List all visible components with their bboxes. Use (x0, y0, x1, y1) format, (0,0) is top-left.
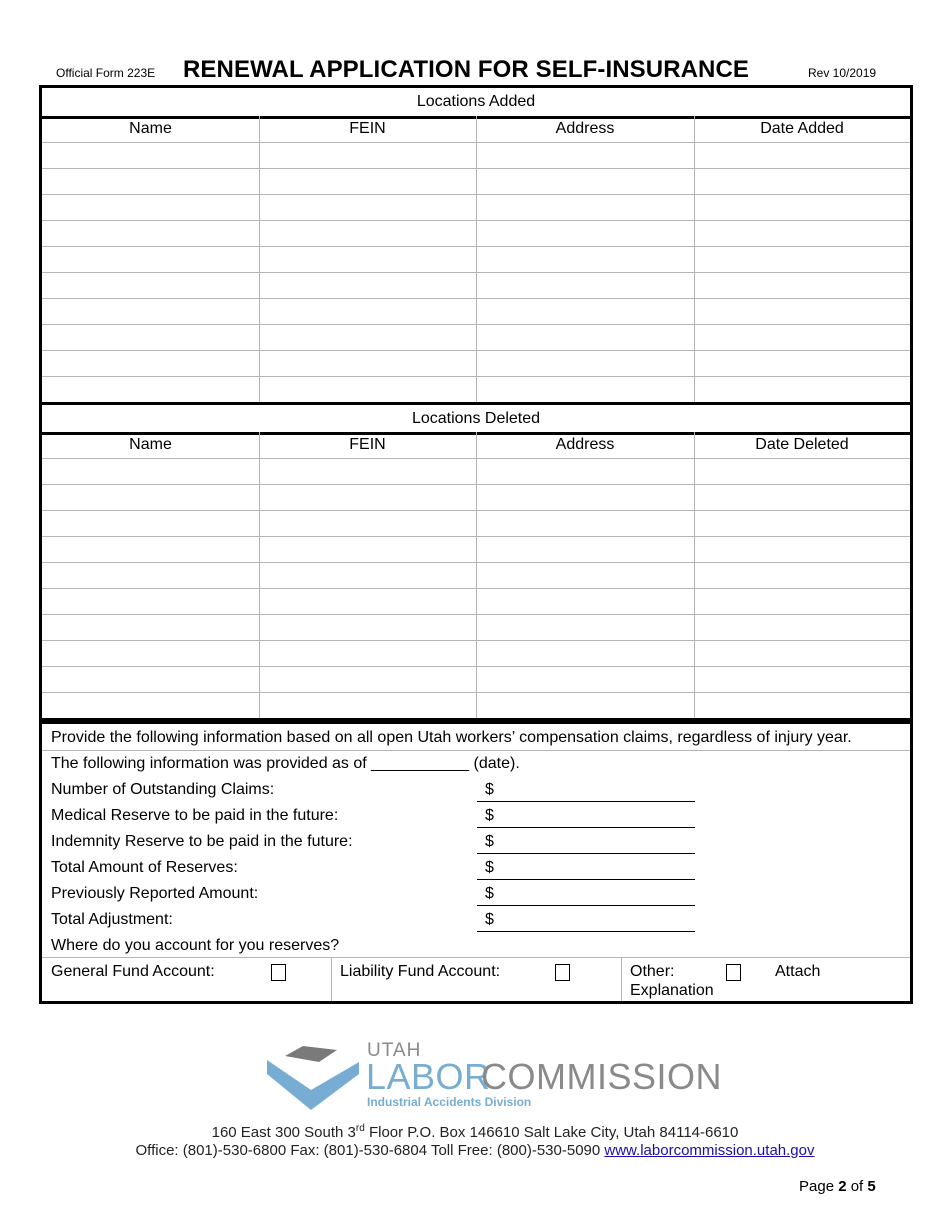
form-frame (39, 85, 913, 1004)
table-cell-input[interactable] (694, 377, 910, 403)
table-cell-input[interactable] (476, 485, 694, 511)
dollar-sign: $ (485, 859, 494, 876)
table-cell-input[interactable] (42, 325, 259, 351)
table-row (42, 641, 910, 667)
other-explanation-label: Explanation (630, 982, 714, 999)
table-row (42, 325, 910, 351)
form-header (0, 56, 950, 84)
table-row (42, 143, 910, 169)
claims-instructions: Provide the following information based on all open Utah workers’ compensation claims, regardless of injury year. (51, 729, 852, 746)
table-cell-input[interactable] (476, 615, 694, 641)
table-cell-input[interactable] (259, 273, 476, 299)
claims-field-input[interactable] (500, 907, 695, 931)
table-cell-input[interactable] (259, 377, 476, 403)
table-cell-input[interactable] (42, 143, 259, 169)
other-checkbox[interactable] (726, 964, 741, 981)
as-of-date-line (51, 751, 520, 777)
claims-field-input[interactable] (500, 881, 695, 905)
table-row (42, 693, 910, 719)
as-of-prefix: The following information was provided as of (51, 755, 367, 772)
table-cell-input[interactable] (42, 247, 259, 273)
table-cell-input[interactable] (476, 377, 694, 403)
table-row (42, 273, 910, 299)
locations-deleted-col-header: Date Deleted (755, 436, 849, 453)
table-cell-input[interactable] (476, 667, 694, 693)
claims-field-input[interactable] (500, 803, 695, 827)
form-title: RENEWAL APPLICATION FOR SELF-INSURANCE (183, 56, 750, 83)
table-cell-input[interactable] (42, 485, 259, 511)
table-cell-input[interactable] (42, 693, 259, 719)
claims-field-label: Total Adjustment: (51, 911, 173, 928)
table-cell-input[interactable] (476, 537, 694, 563)
general-fund-label: General Fund Account: (51, 963, 215, 980)
table-cell-input[interactable] (42, 221, 259, 247)
liability-fund-label: Liability Fund Account: (340, 963, 501, 980)
table-row (42, 247, 910, 273)
table-cell-input[interactable] (476, 169, 694, 195)
table-cell-input[interactable] (476, 299, 694, 325)
table-cell-input[interactable] (694, 299, 910, 325)
table-cell-input[interactable] (694, 511, 910, 537)
table-cell-input[interactable] (259, 615, 476, 641)
locations-added-col-header: FEIN (349, 120, 386, 137)
website-link[interactable]: www.laborcommission.utah.gov (604, 1142, 815, 1159)
table-cell-input[interactable] (259, 221, 476, 247)
dollar-sign: $ (485, 833, 494, 850)
locations-added-col-header: Name (129, 120, 172, 137)
table-cell-input[interactable] (42, 511, 259, 537)
table-cell-input[interactable] (694, 221, 910, 247)
table-row (42, 459, 910, 485)
table-row (42, 589, 910, 615)
table-cell-input[interactable] (259, 563, 476, 589)
table-cell-input[interactable] (42, 615, 259, 641)
table-row (42, 377, 910, 403)
logo-utah: UTAH (367, 1040, 422, 1061)
table-cell-input[interactable] (259, 693, 476, 719)
table-cell-input[interactable] (42, 667, 259, 693)
table-cell-input[interactable] (259, 195, 476, 221)
table-cell-input[interactable] (476, 459, 694, 485)
table-cell-input[interactable] (259, 589, 476, 615)
table-cell-input[interactable] (42, 299, 259, 325)
table-cell-input[interactable] (476, 273, 694, 299)
table-cell-input[interactable] (476, 143, 694, 169)
table-cell-input[interactable] (259, 485, 476, 511)
table-cell-input[interactable] (694, 273, 910, 299)
table-cell-input[interactable] (259, 459, 476, 485)
table-cell-input[interactable] (694, 589, 910, 615)
table-cell-input[interactable] (42, 537, 259, 563)
form-revision: Rev 10/2019 (808, 66, 877, 80)
table-row (42, 667, 910, 693)
table-cell-input[interactable] (476, 511, 694, 537)
locations-deleted-title: Locations Deleted (411, 410, 541, 427)
table-cell-input[interactable] (476, 247, 694, 273)
table-row (42, 195, 910, 221)
table-row (42, 537, 910, 563)
form-number: Official Form 223E (56, 66, 156, 80)
table-cell-input[interactable] (259, 511, 476, 537)
as-of-suffix: (date). (473, 755, 520, 772)
dollar-sign: $ (485, 807, 494, 824)
table-cell-input[interactable] (694, 169, 910, 195)
claims-field-label: Number of Outstanding Claims: (51, 781, 275, 798)
table-cell-input[interactable] (694, 537, 910, 563)
table-cell-input[interactable] (476, 195, 694, 221)
table-cell-input[interactable] (42, 589, 259, 615)
footer-contact: Office: (801)-530-6800 Fax: (801)-530-6804 Toll Free: (800)-530-5090 www.laborcommission.utah.gov (135, 1142, 815, 1159)
table-cell-input[interactable] (259, 143, 476, 169)
claims-field-input[interactable] (500, 855, 695, 879)
table-cell-input[interactable] (259, 247, 476, 273)
locations-added-col-header: Date Added (760, 120, 844, 137)
general-fund-checkbox[interactable] (271, 964, 286, 981)
table-row (42, 169, 910, 195)
table-cell-input[interactable] (259, 537, 476, 563)
other-label: Other: (630, 963, 675, 980)
table-cell-input[interactable] (694, 325, 910, 351)
table-cell-input[interactable] (42, 377, 259, 403)
table-cell-input[interactable] (476, 589, 694, 615)
reserve-question: Where do you account for you reserves? (51, 937, 340, 954)
logo-commission: COMMISSION (481, 1056, 723, 1097)
table-cell-input[interactable] (42, 459, 259, 485)
logo-mark-icon (267, 1046, 359, 1118)
table-cell-input[interactable] (694, 667, 910, 693)
table-row (42, 615, 910, 641)
table-cell-input[interactable] (476, 563, 694, 589)
table-cell-input[interactable] (476, 221, 694, 247)
table-cell-input[interactable] (259, 641, 476, 667)
dollar-sign: $ (485, 911, 494, 928)
claims-field-input[interactable] (500, 829, 695, 853)
locations-deleted-col-header: Name (129, 436, 172, 453)
claims-field-label: Previously Reported Amount: (51, 885, 259, 902)
table-row (42, 351, 910, 377)
locations-added-title: Locations Added (416, 93, 536, 110)
table-cell-input[interactable] (259, 299, 476, 325)
table-cell-input[interactable] (694, 563, 910, 589)
page-number: Page 2 of 5 (799, 1178, 876, 1195)
table-cell-input[interactable] (42, 563, 259, 589)
table-row (42, 221, 910, 247)
table-cell-input[interactable] (476, 351, 694, 377)
table-cell-input[interactable] (476, 693, 694, 719)
table-cell-input[interactable] (694, 459, 910, 485)
table-cell-input[interactable] (42, 641, 259, 667)
table-cell-input[interactable] (694, 641, 910, 667)
table-cell-input[interactable] (694, 247, 910, 273)
table-row (42, 485, 910, 511)
labor-commission-logo (267, 1040, 723, 1115)
claims-field-label: Medical Reserve to be paid in the future: (51, 807, 339, 824)
table-cell-input[interactable] (259, 351, 476, 377)
table-cell-input[interactable] (42, 351, 259, 377)
table-cell-input[interactable] (694, 485, 910, 511)
table-cell-input[interactable] (42, 273, 259, 299)
locations-added-col-header: Address (555, 120, 615, 137)
table-cell-input[interactable] (259, 325, 476, 351)
table-cell-input[interactable] (259, 169, 476, 195)
table-cell-input[interactable] (42, 169, 259, 195)
table-row (42, 511, 910, 537)
table-row (42, 563, 910, 589)
logo-labor: LABOR (366, 1056, 491, 1097)
claims-field-label: Indemnity Reserve to be paid in the future: (51, 833, 353, 850)
as-of-date-input[interactable]: ___________ (371, 755, 470, 772)
dollar-sign: $ (485, 781, 494, 798)
table-cell-input[interactable] (694, 693, 910, 719)
table-cell-input[interactable] (476, 641, 694, 667)
table-cell-input[interactable] (259, 667, 476, 693)
table-cell-input[interactable] (694, 351, 910, 377)
table-cell-input[interactable] (42, 195, 259, 221)
table-row (42, 299, 910, 325)
liability-fund-checkbox[interactable] (555, 964, 570, 981)
claims-field-label: Total Amount of Reserves: (51, 859, 238, 876)
table-cell-input[interactable] (694, 143, 910, 169)
footer-address: 160 East 300 South 3rd Floor P.O. Box 146610 Salt Lake City, Utah 84114-6610 (211, 1123, 739, 1141)
table-cell-input[interactable] (694, 195, 910, 221)
table-cell-input[interactable] (694, 615, 910, 641)
table-cell-input[interactable] (476, 325, 694, 351)
other-attach-label: Attach (775, 963, 821, 980)
locations-deleted-col-header: FEIN (349, 436, 386, 453)
dollar-sign: $ (485, 885, 494, 902)
logo-division: Industrial Accidents Division (367, 1095, 532, 1109)
locations-deleted-col-header: Address (555, 436, 615, 453)
claims-field-input[interactable] (500, 777, 695, 801)
